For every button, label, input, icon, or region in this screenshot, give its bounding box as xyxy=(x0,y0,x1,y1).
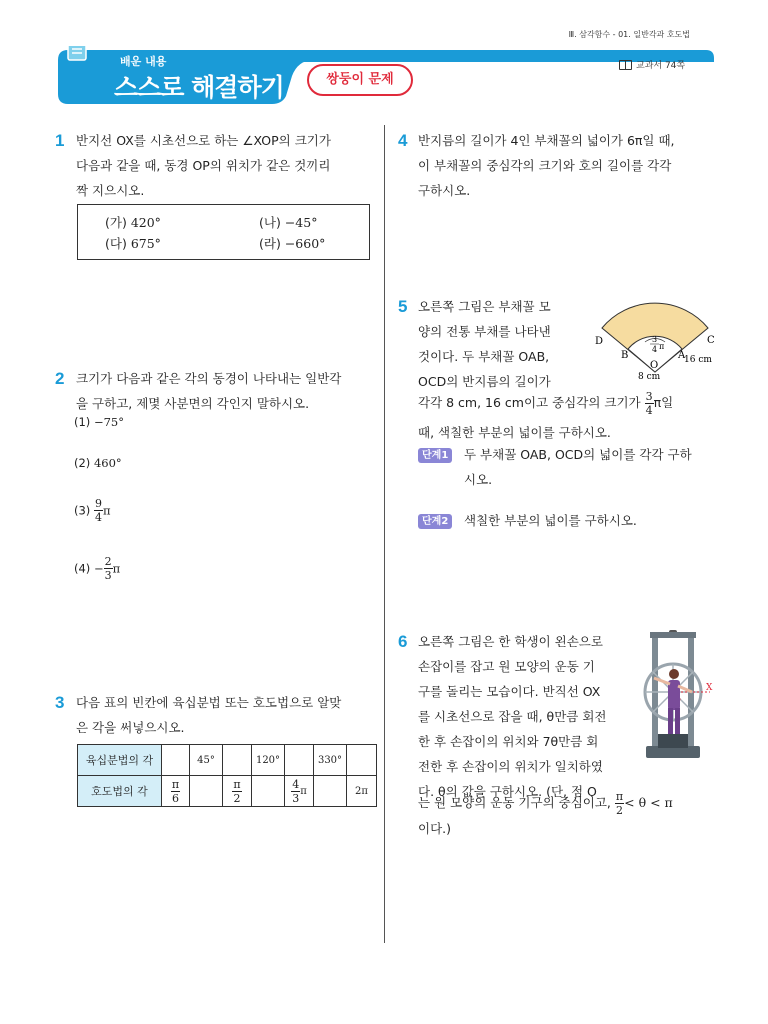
q6-line: 구를 돌리는 모습이다. 반직선 OX xyxy=(418,684,601,699)
q4-line: 반지름의 길이가 4인 부채꼴의 넓이가 6π일 때, xyxy=(418,133,675,148)
q2-item-4: (4) − $\frac{2}{3}$ π xyxy=(74,555,121,582)
q6-line: 손잡이를 잡고 원 모양의 운동 기 xyxy=(418,659,595,674)
table-cell: 45° xyxy=(190,745,223,776)
label-B: B xyxy=(621,350,629,361)
table-cell: $\frac{\pi}{2}$ xyxy=(223,776,252,807)
q6-text xyxy=(418,629,606,804)
table-cell[interactable] xyxy=(162,745,190,776)
label-8cm: 8 cm xyxy=(638,372,661,382)
table-cell: 2π xyxy=(347,776,377,807)
q4-text xyxy=(418,128,675,203)
chapter-breadcrumb: Ⅲ. 삼각함수 - 01. 일반각과 호도법 xyxy=(568,30,690,39)
exercise-machine-figure xyxy=(630,630,718,766)
q1-line: 짝 지으시오. xyxy=(76,183,145,198)
table-cell[interactable] xyxy=(347,745,377,776)
textbook-reference xyxy=(619,58,685,71)
q1-choice-ra: (라) −660° xyxy=(259,236,326,251)
q1-line: 반지선 OX를 시초선으로 하는 ∠XOP의 크기가 xyxy=(76,133,331,148)
q3-line: 다음 표의 빈칸에 육십분법 또는 호도법으로 알맞 xyxy=(76,695,342,710)
q5-step2-text: 색칠한 부분의 넓이를 구하시오. xyxy=(464,513,637,528)
q2-line: 을 구하고, 제몇 사분면의 각인지 말하시오. xyxy=(76,396,310,411)
table-row xyxy=(78,745,377,776)
row-header: 호도법의 각 xyxy=(78,776,162,807)
label-O: O xyxy=(650,360,659,371)
q3-conversion-table xyxy=(77,744,377,807)
step-badge: 단계2 xyxy=(418,514,452,529)
table-cell[interactable] xyxy=(314,776,347,807)
q5-line: OCD의 반지름의 길이가 xyxy=(418,374,551,389)
q6-line: 한 후 손잡이의 위치와 7θ만큼 회 xyxy=(418,734,599,749)
q1-line: 다음과 같을 때, 동경 OP의 위치가 같은 것끼리 xyxy=(76,158,331,173)
q6-line-9: 이다.) xyxy=(418,821,452,836)
q3-line: 은 각을 써넣으시오. xyxy=(76,720,185,735)
q5-line: 양의 전통 부채를 나타낸 xyxy=(418,324,551,339)
q5-step2-badge xyxy=(418,512,452,529)
angle-pi: π xyxy=(659,342,665,351)
table-cell[interactable] xyxy=(285,745,314,776)
table-cell[interactable] xyxy=(252,776,285,807)
q5-number: 5 xyxy=(398,297,408,316)
q1-choice-da: (다) 675° xyxy=(105,236,161,251)
q2-text xyxy=(76,366,341,416)
twin-problem-badge: 쌍둥이 문제 xyxy=(307,64,413,96)
q5-line-5: 각각 8 cm, 16 cm이고 중심각의 크기가 $\frac{3}{4}$ π일 xyxy=(418,390,674,417)
q5-line-6: 때, 색칠한 부분의 넓이를 구하시오. xyxy=(418,425,611,440)
q2-line: 크기가 다음과 같은 각의 동경이 나타내는 일반각 xyxy=(76,371,342,386)
angle-num: 3 xyxy=(652,335,658,344)
q1-text xyxy=(76,128,331,203)
q3-text xyxy=(76,690,341,740)
column-divider xyxy=(384,125,385,943)
label-C: C xyxy=(707,335,715,346)
table-cell: $\frac{4}{3}$ π xyxy=(285,776,314,807)
q3-number: 3 xyxy=(55,693,65,712)
q5-line: 것이다. 두 부채꼴 OAB, xyxy=(418,349,550,364)
label-D: D xyxy=(595,336,604,347)
q4-line: 구하시오. xyxy=(418,183,471,198)
book-icon xyxy=(619,60,632,70)
q2-item-3: (3) $\frac{9}{4}$ π xyxy=(74,497,111,524)
angle-den: 4 xyxy=(652,345,658,354)
table-row xyxy=(78,776,377,807)
q5-text xyxy=(418,294,551,394)
label-16cm: 16 cm xyxy=(684,355,712,365)
q5-line: 오른쪽 그림은 부채꼴 모 xyxy=(418,299,551,314)
q1-number: 1 xyxy=(55,131,65,150)
table-cell[interactable] xyxy=(223,745,252,776)
banner-subtitle: 배운 내용 xyxy=(120,55,167,68)
q4-line: 이 부채꼴의 중심각의 크기와 호의 길이를 각각 xyxy=(418,158,672,173)
q1-choice-ga: (가) 420° xyxy=(105,215,161,230)
row-header: 육십분법의 각 xyxy=(78,745,162,776)
q6-line: 다. θ의 값을 구하시오. (단, 점 O xyxy=(418,784,597,799)
q6-line: 전한 후 손잡이의 위치가 일치하였 xyxy=(418,759,603,774)
table-cell: 330° xyxy=(314,745,347,776)
table-cell: $\frac{\pi}{6}$ xyxy=(162,776,190,807)
q2-number: 2 xyxy=(55,369,65,388)
q6-line-8: 는 원 모양의 운동 기구의 중심이고, $\frac{\pi}{2}$ < θ < π xyxy=(418,790,673,817)
label-A: A xyxy=(678,350,686,361)
fraction: $\frac{9}{4}$ xyxy=(94,497,102,524)
q1-choice-na: (나) −45° xyxy=(259,215,318,230)
banner-title: 스스로 해결하기 xyxy=(114,73,284,102)
q2-item-2: (2) 460° xyxy=(74,456,122,470)
table-cell[interactable] xyxy=(190,776,223,807)
q6-number: 6 xyxy=(398,632,408,651)
fan-figure xyxy=(590,292,720,384)
q6-line: 를 시초선으로 잡을 때, θ만큼 회전 xyxy=(418,709,607,724)
q6-line: 오른쪽 그림은 한 학생이 왼손으로 xyxy=(418,634,603,649)
fraction: $\frac{2}{3}$ xyxy=(104,555,112,582)
q5-step1-text: 두 부채꼴 OAB, OCD의 넓이를 각각 구하 시오. xyxy=(464,447,692,487)
q5-step1-badge xyxy=(418,446,452,463)
label-X: X xyxy=(706,683,713,693)
textbook-page: 교과서 74쪽 xyxy=(636,61,686,71)
q4-number: 4 xyxy=(398,131,408,150)
table-cell: 120° xyxy=(252,745,285,776)
step-badge: 단계1 xyxy=(418,448,452,463)
q2-item-1: (1) −75° xyxy=(74,415,124,429)
